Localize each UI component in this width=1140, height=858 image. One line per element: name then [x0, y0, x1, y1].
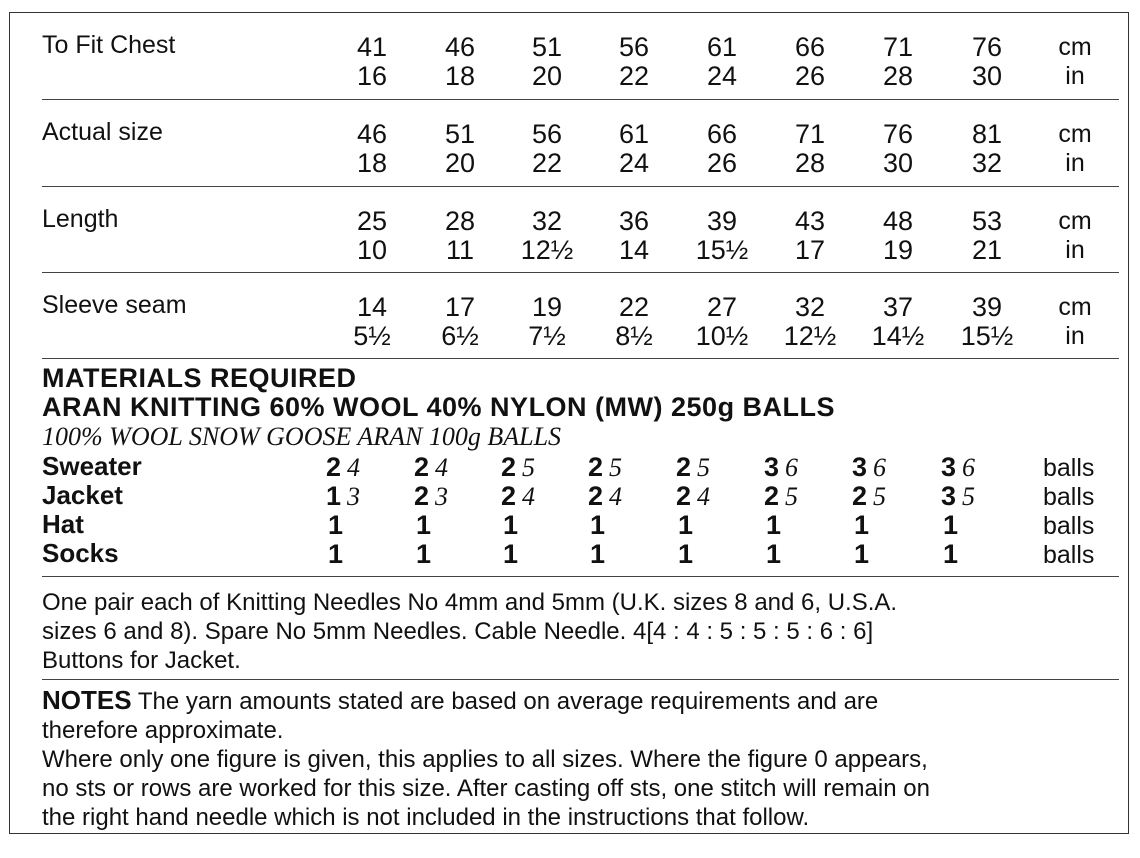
measurement-value-in: 17	[794, 235, 826, 265]
measurement-label: Sleeve seam	[42, 291, 187, 319]
ball-count: 1	[943, 510, 959, 540]
measurement-label: To Fit Chest	[42, 31, 176, 59]
measurement-value-cm: 76	[882, 119, 914, 149]
measurement-value-in: 15½	[960, 321, 1014, 351]
ball-count: 1	[590, 539, 606, 569]
measurement-value-cm: 51	[444, 119, 476, 149]
measurement-value-cm: 56	[531, 119, 563, 149]
material-row-label: Sweater	[42, 451, 142, 481]
materials-heading: MATERIALS REQUIRED	[42, 363, 357, 393]
measurement-value-in: 10	[356, 235, 388, 265]
ball-count: 1	[854, 539, 870, 569]
measurement-value-in: 7½	[528, 321, 566, 351]
measurement-value-cm: 66	[794, 32, 826, 62]
measurement-value-in: 8½	[615, 321, 653, 351]
measurement-value-in: 26	[706, 148, 738, 178]
needles-line: sizes 6 and 8). Spare No 5mm Needles. Cable Needle. 4[4 : 4 : 5 : 5 : 5 : 6 : 6]	[42, 618, 874, 645]
ball-count: 2 5	[676, 452, 711, 482]
ball-count: 1	[416, 510, 432, 540]
notes-line: The yarn amounts stated are based on average requirements and are	[131, 688, 879, 715]
needles-line: One pair each of Knitting Needles No 4mm and 5mm (U.K. sizes 8 and 6, U.S.A.	[42, 589, 898, 616]
unit-label-in: in	[1065, 322, 1085, 350]
notes-line: therefore approximate.	[42, 717, 284, 744]
divider	[42, 186, 1119, 187]
balls-unit: balls	[1043, 483, 1095, 511]
ball-count: 3 6	[852, 452, 887, 482]
ball-count: 1	[503, 539, 519, 569]
measurement-value-in: 24	[618, 148, 650, 178]
measurement-value-in: 10½	[695, 321, 749, 351]
divider	[42, 99, 1119, 100]
measurement-value-cm: 48	[882, 206, 914, 236]
ball-count: 1	[766, 539, 782, 569]
measurement-value-cm: 46	[356, 119, 388, 149]
measurement-value-cm: 32	[531, 206, 563, 236]
balls-unit: balls	[1043, 454, 1095, 482]
measurement-value-in: 24	[706, 61, 738, 91]
measurement-value-cm: 25	[356, 206, 388, 236]
yarn-aran-knitting: ARAN KNITTING 60% WOOL 40% NYLON (MW) 250g BALLS	[42, 392, 836, 422]
measurement-value-in: 19	[882, 235, 914, 265]
measurement-value-cm: 76	[971, 32, 1003, 62]
needles-line: Buttons for Jacket.	[42, 647, 241, 674]
measurement-label: Length	[42, 205, 119, 233]
ball-count: 2 4	[676, 481, 711, 511]
balls-unit: balls	[1043, 541, 1095, 569]
measurement-value-cm: 14	[356, 292, 388, 322]
measurement-value-cm: 56	[618, 32, 650, 62]
measurement-label: Actual size	[42, 118, 163, 146]
notes-line: Where only one figure is given, this applies to all sizes. Where the figure 0 appears,	[42, 746, 928, 773]
measurement-value-in: 5½	[353, 321, 391, 351]
ball-count: 1	[503, 510, 519, 540]
ball-count: 2 3	[414, 481, 449, 511]
ball-count: 1	[590, 510, 606, 540]
measurement-value-cm: 19	[531, 292, 563, 322]
measurement-value-in: 30	[882, 148, 914, 178]
ball-count: 1	[328, 510, 344, 540]
measurement-value-in: 28	[794, 148, 826, 178]
unit-label-cm: cm	[1058, 293, 1092, 321]
divider	[42, 272, 1119, 273]
unit-label-in: in	[1065, 62, 1085, 90]
yarn-snow-goose: 100% WOOL SNOW GOOSE ARAN 100g BALLS	[42, 422, 562, 451]
ball-count: 1	[678, 510, 694, 540]
measurement-value-cm: 41	[356, 32, 388, 62]
measurement-value-cm: 61	[706, 32, 738, 62]
notes-paragraph	[42, 686, 1120, 832]
measurement-value-in: 16	[356, 61, 388, 91]
measurement-value-cm: 46	[444, 32, 476, 62]
unit-label-in: in	[1065, 149, 1085, 177]
measurement-value-cm: 22	[618, 292, 650, 322]
measurement-value-cm: 28	[444, 206, 476, 236]
ball-count: 1	[766, 510, 782, 540]
ball-count: 2 5	[764, 481, 799, 511]
divider	[42, 679, 1119, 680]
ball-count: 1	[854, 510, 870, 540]
measurement-value-in: 6½	[441, 321, 479, 351]
divider	[42, 358, 1119, 359]
divider	[42, 576, 1119, 577]
measurement-value-in: 22	[531, 148, 563, 178]
measurement-value-in: 32	[971, 148, 1003, 178]
ball-count: 3 6	[941, 452, 976, 482]
ball-count: 1	[943, 539, 959, 569]
material-row-label: Jacket	[42, 480, 123, 510]
ball-count: 3 5	[941, 481, 976, 511]
material-row-label: Socks	[42, 538, 119, 568]
ball-count: 2 5	[501, 452, 536, 482]
measurement-value-in: 11	[445, 235, 475, 265]
measurement-value-cm: 81	[971, 119, 1003, 149]
measurement-value-in: 12½	[783, 321, 837, 351]
measurement-value-cm: 37	[882, 292, 914, 322]
ball-count: 2 5	[852, 481, 887, 511]
ball-count: 1	[328, 539, 344, 569]
measurement-value-cm: 61	[618, 119, 650, 149]
measurement-value-in: 14½	[871, 321, 925, 351]
measurement-value-in: 18	[444, 61, 476, 91]
measurement-value-in: 30	[971, 61, 1003, 91]
measurement-value-cm: 32	[794, 292, 826, 322]
ball-count: 2 5	[588, 452, 623, 482]
notes-heading: NOTES	[42, 685, 132, 715]
unit-label-cm: cm	[1058, 120, 1092, 148]
measurement-value-cm: 71	[882, 32, 914, 62]
ball-count: 1	[678, 539, 694, 569]
unit-label-cm: cm	[1058, 207, 1092, 235]
measurement-value-in: 28	[882, 61, 914, 91]
measurement-value-in: 14	[618, 235, 650, 265]
needles-paragraph	[42, 588, 1120, 675]
ball-count: 2 4	[414, 452, 449, 482]
ball-count: 2 4	[501, 481, 536, 511]
measurement-value-cm: 36	[618, 206, 650, 236]
measurement-value-in: 20	[444, 148, 476, 178]
ball-count: 1	[416, 539, 432, 569]
material-row-label: Hat	[42, 509, 84, 539]
measurement-value-in: 21	[971, 235, 1003, 265]
measurement-value-cm: 39	[706, 206, 738, 236]
balls-unit: balls	[1043, 512, 1095, 540]
measurement-value-cm: 51	[531, 32, 563, 62]
ball-count: 2 4	[588, 481, 623, 511]
measurement-value-cm: 53	[971, 206, 1003, 236]
unit-label-cm: cm	[1058, 33, 1092, 61]
ball-count: 2 4	[326, 452, 361, 482]
ball-count: 3 6	[764, 452, 799, 482]
measurement-value-cm: 27	[706, 292, 738, 322]
measurement-value-cm: 39	[971, 292, 1003, 322]
measurement-value-in: 26	[794, 61, 826, 91]
measurement-value-in: 18	[356, 148, 388, 178]
measurement-value-cm: 66	[706, 119, 738, 149]
measurement-value-in: 22	[618, 61, 650, 91]
notes-line: no sts or rows are worked for this size. After casting off sts, one stitch will remain on	[42, 775, 930, 802]
ball-count: 1 3	[326, 481, 361, 511]
measurement-value-in: 15½	[695, 235, 749, 265]
measurement-value-cm: 17	[444, 292, 476, 322]
measurement-value-in: 12½	[520, 235, 574, 265]
measurement-value-cm: 71	[794, 119, 826, 149]
measurement-value-in: 20	[531, 61, 563, 91]
measurement-value-cm: 43	[794, 206, 826, 236]
unit-label-in: in	[1065, 236, 1085, 264]
notes-line: the right hand needle which is not included in the instructions that follow.	[42, 804, 810, 831]
